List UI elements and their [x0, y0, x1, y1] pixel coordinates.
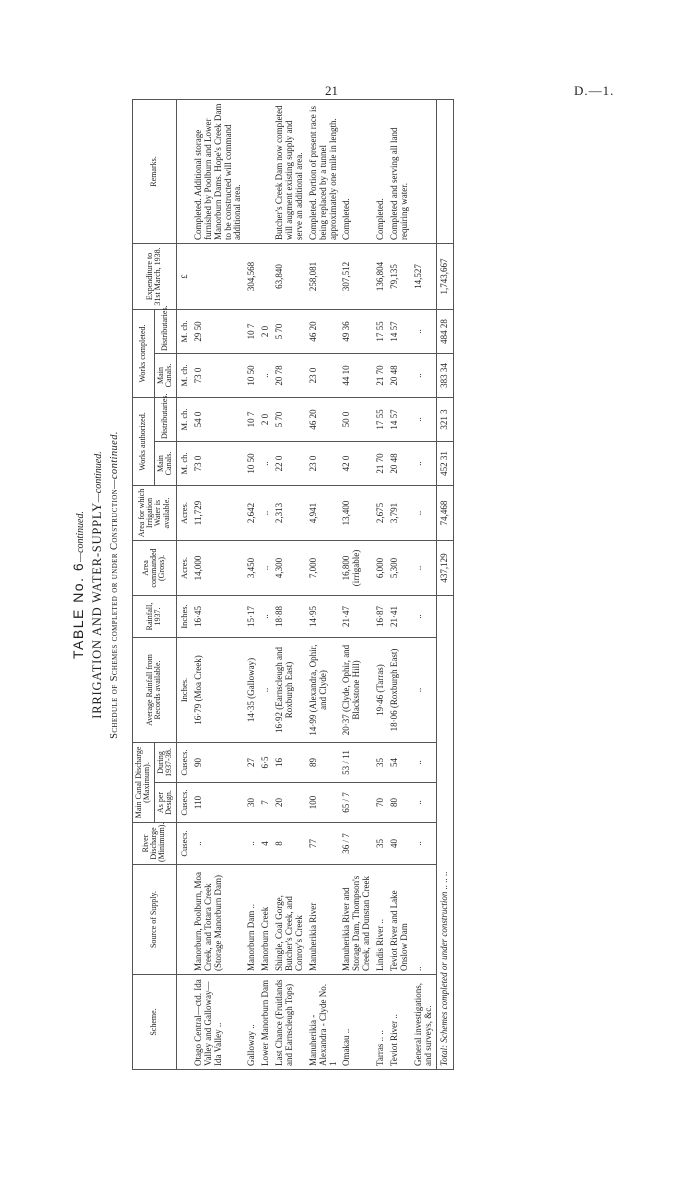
cell-comp-dist: 46 20	[307, 309, 341, 353]
cell-during-discharge: 54	[388, 743, 412, 783]
cell-river-discharge: ..	[191, 823, 245, 865]
cell-design-discharge: ..	[412, 783, 436, 823]
unit-cell: Inches.	[176, 638, 191, 743]
cell-comp-main: 20 78	[273, 353, 307, 397]
cell-scheme: Otago Central—ctd. Ida Valley and Galloway— Ida Valley ..	[191, 975, 245, 1070]
total-label: Total: Schemes completed or under construction .. .. ..	[436, 596, 453, 1070]
cell-average-rainfall: 14·99 (Alexandra, Ophir, and Clyde)	[307, 638, 341, 743]
cell-river-discharge: 40	[388, 823, 412, 865]
table-row	[374, 99, 388, 1069]
cell-area-commanded: 16,800 (irrigable)	[340, 541, 374, 596]
cell-auth-dist: 54 0	[191, 397, 245, 441]
unit-cell	[176, 865, 191, 975]
cell-expenditure	[259, 243, 273, 309]
cell-during-discharge: 27	[245, 743, 259, 783]
cell-auth-main: 42 0	[340, 442, 374, 486]
total-row	[436, 99, 453, 1069]
unit-cell: M. ch.	[176, 397, 191, 441]
total-comp-main: 383 34	[436, 353, 453, 397]
cell-comp-main: 73 0	[191, 353, 245, 397]
cell-design-discharge: 70	[374, 783, 388, 823]
cell-comp-main: ..	[259, 353, 273, 397]
cell-comp-main: ..	[412, 353, 436, 397]
table-subtitle-text: Schedule of Schemes completed or under Construction	[109, 488, 120, 739]
unit-cell: M. ch.	[176, 353, 191, 397]
cell-auth-dist: 50 0	[340, 397, 374, 441]
cell-rainfall-1937: 18·88	[273, 596, 307, 638]
cell-comp-dist: 2 0	[259, 309, 273, 353]
cell-remarks: Completed.	[340, 99, 374, 243]
total-area-water: 74,468	[436, 486, 453, 541]
cell-river-discharge: ..	[412, 823, 436, 865]
cell-expenditure: 63,840	[273, 243, 307, 309]
cell-area-commanded: 5,300	[388, 541, 412, 596]
cell-area-water: 2,313	[273, 486, 307, 541]
cell-area-commanded: 14,000	[191, 541, 245, 596]
unit-cell: Cusecs.	[176, 743, 191, 783]
cell-auth-dist: 14 57	[388, 397, 412, 441]
cell-scheme: Galloway ..	[245, 975, 259, 1070]
table-row	[412, 99, 436, 1069]
header-authorized-distributaries: Distributaries.	[154, 397, 176, 441]
header-works-authorized: Works authorized.	[133, 397, 155, 485]
total-remarks	[436, 99, 453, 243]
cell-source: Manuherikia River and Storage Dam, Thompson's Creek, and Dunstan Creek	[340, 865, 374, 975]
cell-comp-dist: 5 70	[273, 309, 307, 353]
cell-remarks	[245, 99, 259, 243]
cell-comp-main: 20 48	[388, 353, 412, 397]
cell-area-water: 2,675	[374, 486, 388, 541]
header-during: During 1937-38.	[154, 743, 176, 783]
cell-expenditure: 304,568	[245, 243, 259, 309]
header-scheme: Scheme.	[133, 975, 177, 1070]
unit-cell	[176, 975, 191, 1070]
cell-rainfall-1937: 14·95	[307, 596, 341, 638]
cell-area-water: 13,400	[340, 486, 374, 541]
cell-expenditure: 136,804	[374, 243, 388, 309]
cell-auth-main: 20 48	[388, 442, 412, 486]
cell-comp-dist: 29 50	[191, 309, 245, 353]
cell-auth-main: 10 50	[245, 442, 259, 486]
table-row	[340, 99, 374, 1069]
cell-auth-dist: ..	[412, 397, 436, 441]
cell-auth-dist: 5 70	[273, 397, 307, 441]
cell-scheme: Manuherikia - Alexandra - Clyde No. 1	[307, 975, 341, 1070]
table-label	[70, 85, 86, 1085]
cell-source: Manorburn Dam ..	[245, 865, 259, 975]
total-expenditure: 1,743,667	[436, 243, 453, 309]
cell-remarks: Completed. Additional storage furnished by Poolburn and Lower Manorburn Dams. Hope's Creek Dam to be constructed will command additional area.	[191, 99, 245, 243]
unit-cell: Cusecs.	[176, 823, 191, 865]
cell-scheme: General investigations, and surveys, &c.	[412, 975, 436, 1070]
cell-source: Manorburn, Poolburn, Moa Creek, and Totara Creek (Storage Manorburn Dam)	[191, 865, 245, 975]
cell-rainfall-1937: 16·45	[191, 596, 245, 638]
total-area-commanded: 437,129	[436, 541, 453, 596]
table-label-suffix: —continued.	[75, 511, 86, 562]
document-reference: D.—1.	[574, 83, 615, 98]
cell-river-discharge: 36 / 7	[340, 823, 374, 865]
cell-during-discharge: 16	[273, 743, 307, 783]
unit-cell: Acres.	[176, 486, 191, 541]
unit-cell: M. ch.	[176, 309, 191, 353]
cell-area-water: 4,941	[307, 486, 341, 541]
table-row	[245, 99, 259, 1069]
cell-area-water: ..	[412, 486, 436, 541]
header-expenditure: Expenditure to 31st March, 1938.	[133, 243, 177, 309]
cell-design-discharge: 80	[388, 783, 412, 823]
cell-expenditure: 14,527	[412, 243, 436, 309]
unit-cell: £	[176, 243, 191, 309]
table-label-text: TABLE No. 6	[70, 561, 86, 659]
rotated-table-page	[68, 85, 628, 1085]
table-title-text: IRRIGATION AND WATER-SUPPLY	[90, 502, 104, 719]
cell-river-discharge: 8	[273, 823, 307, 865]
header-area-commanded: Area commanded (Gross).	[133, 541, 177, 596]
cell-scheme: Lower Manorburn Dam	[259, 975, 273, 1070]
cell-during-discharge: 53 / 11	[340, 743, 374, 783]
cell-rainfall-1937: 16·87	[374, 596, 388, 638]
cell-area-water: 11,729	[191, 486, 245, 541]
header-river-discharge: River Discharge (Minimum).	[133, 823, 177, 865]
cell-comp-main: 23 0	[307, 353, 341, 397]
header-works-completed: Works completed.	[133, 309, 155, 397]
cell-comp-dist: 17 55	[374, 309, 388, 353]
cell-source: Lindis River ..	[374, 865, 388, 975]
cell-area-water: ..	[259, 486, 273, 541]
header-authorized-main-canals: Main Canals.	[154, 442, 176, 486]
cell-auth-dist: 46 20	[307, 397, 341, 441]
schedule-rows	[191, 99, 436, 1069]
cell-auth-main: ..	[259, 442, 273, 486]
cell-expenditure: 307,512	[340, 243, 374, 309]
cell-design-discharge: 30	[245, 783, 259, 823]
cell-expenditure: 79,135	[388, 243, 412, 309]
table-row	[307, 99, 341, 1069]
cell-auth-main: ..	[412, 442, 436, 486]
cell-area-water: 3,791	[388, 486, 412, 541]
cell-comp-dist: 10 7	[245, 309, 259, 353]
cell-comp-main: 21 70	[374, 353, 388, 397]
cell-auth-dist: 2 0	[259, 397, 273, 441]
header-source: Source of Supply.	[133, 865, 177, 975]
cell-comp-dist: ..	[412, 309, 436, 353]
cell-comp-main: 10 50	[245, 353, 259, 397]
cell-river-discharge: 77	[307, 823, 341, 865]
cell-rainfall-1937: ..	[259, 596, 273, 638]
cell-area-commanded: 6,000	[374, 541, 388, 596]
cell-during-discharge: ..	[412, 743, 436, 783]
cell-average-rainfall: 19·46 (Tarras)	[374, 638, 388, 743]
cell-source: Manuherikia River	[307, 865, 341, 975]
cell-average-rainfall: ..	[259, 638, 273, 743]
header-rainfall-1937: Rainfall, 1937.	[133, 596, 177, 638]
cell-comp-dist: 49 36	[340, 309, 374, 353]
cell-design-discharge: 20	[273, 783, 307, 823]
cell-average-rainfall: 20·37 (Clyde, Ophir, and Blackstone Hill)	[340, 638, 374, 743]
cell-remarks: Butcher's Creek Dam now completed will augment existing supply and serve an additional area.	[273, 99, 307, 243]
cell-comp-dist: 14 57	[388, 309, 412, 353]
cell-auth-main: 21 70	[374, 442, 388, 486]
table-row	[273, 99, 307, 1069]
table-subtitle-suffix: —continued.	[109, 431, 120, 489]
cell-expenditure: 258,081	[307, 243, 341, 309]
cell-during-discharge: 90	[191, 743, 245, 783]
cell-during-discharge: 6·5	[259, 743, 273, 783]
cell-auth-dist: 10 7	[245, 397, 259, 441]
cell-design-discharge: 65 / 7	[340, 783, 374, 823]
header-remarks: Remarks.	[133, 99, 177, 243]
header-main-canal-discharge: Main Canal Discharge (Maximum).	[133, 743, 155, 823]
header-area-water-available: Area for which Irrigation Water is available.	[133, 486, 177, 541]
unit-cell: M. ch.	[176, 442, 191, 486]
cell-scheme: Tarras .. ..	[374, 975, 388, 1070]
cell-scheme: Omakau ..	[340, 975, 374, 1070]
cell-source: ..	[412, 865, 436, 975]
cell-design-discharge: 7	[259, 783, 273, 823]
cell-area-commanded: ..	[259, 541, 273, 596]
total-auth-main: 452 31	[436, 442, 453, 486]
cell-remarks	[412, 99, 436, 243]
cell-rainfall-1937: 21·41	[388, 596, 412, 638]
cell-auth-main: 73 0	[191, 442, 245, 486]
header-average-rainfall: Average Rainfall from Records available.	[133, 638, 177, 743]
cell-remarks: Completed. Portion of present race is being replaced by a tunnel approximately one mile in length.	[307, 99, 341, 243]
cell-rainfall-1937: ..	[412, 596, 436, 638]
cell-river-discharge: ..	[245, 823, 259, 865]
cell-river-discharge: 4	[259, 823, 273, 865]
cell-rainfall-1937: 21·47	[340, 596, 374, 638]
cell-area-commanded: 4,300	[273, 541, 307, 596]
table-row	[191, 99, 245, 1069]
table-title	[90, 85, 105, 1085]
cell-remarks: Completed and serving all land requiring water.	[388, 99, 412, 243]
table-row	[388, 99, 412, 1069]
cell-source: Teviot River and Lake Onslow Dam	[388, 865, 412, 975]
schedule-table	[132, 99, 454, 1070]
cell-area-water: 2,642	[245, 486, 259, 541]
table-row	[259, 99, 273, 1069]
unit-cell: Cusecs.	[176, 783, 191, 823]
cell-area-commanded: 7,000	[307, 541, 341, 596]
cell-during-discharge: 89	[307, 743, 341, 783]
total-comp-dist: 484 28	[436, 309, 453, 353]
cell-auth-main: 23 0	[307, 442, 341, 486]
cell-auth-main: 22 0	[273, 442, 307, 486]
cell-design-discharge: 100	[307, 783, 341, 823]
cell-area-commanded: ..	[412, 541, 436, 596]
cell-comp-main: 44 10	[340, 353, 374, 397]
unit-cell	[176, 99, 191, 243]
cell-remarks: Completed.	[374, 99, 388, 243]
table-subtitle	[109, 85, 120, 1085]
unit-cell: Inches.	[176, 596, 191, 638]
cell-rainfall-1937: 15·17	[245, 596, 259, 638]
cell-scheme: Teviot River ..	[388, 975, 412, 1070]
cell-expenditure	[191, 243, 245, 309]
units-row	[176, 99, 191, 1069]
total-auth-dist: 321 3	[436, 397, 453, 441]
cell-river-discharge: 35	[374, 823, 388, 865]
cell-average-rainfall: 16·79 (Moa Creek)	[191, 638, 245, 743]
cell-average-rainfall: 16·92 (Earnscleugh and Roxburgh East)	[273, 638, 307, 743]
header-completed-distributaries: Distributaries.	[154, 309, 176, 353]
cell-during-discharge: 35	[374, 743, 388, 783]
cell-source: Manorburn Creek	[259, 865, 273, 975]
cell-design-discharge: 110	[191, 783, 245, 823]
cell-auth-dist: 17 55	[374, 397, 388, 441]
header-completed-main-canals: Main Canals.	[154, 353, 176, 397]
unit-cell: Acres.	[176, 541, 191, 596]
header-as-per-design: As per Design.	[154, 783, 176, 823]
cell-average-rainfall: 18·06 (Roxburgh East)	[388, 638, 412, 743]
cell-remarks	[259, 99, 273, 243]
table-title-suffix: —continued.	[93, 451, 104, 503]
page-number: 21	[325, 83, 338, 98]
cell-average-rainfall: ..	[412, 638, 436, 743]
cell-scheme: Last Chance (Fruitlands and Earnscleugh Tops)	[273, 975, 307, 1070]
cell-source: Shingle, Coal Gorge, Butcher's Creek, and Conroy's Creek	[273, 865, 307, 975]
cell-area-commanded: 3,450	[245, 541, 259, 596]
cell-average-rainfall: 14·35 (Galloway)	[245, 638, 259, 743]
